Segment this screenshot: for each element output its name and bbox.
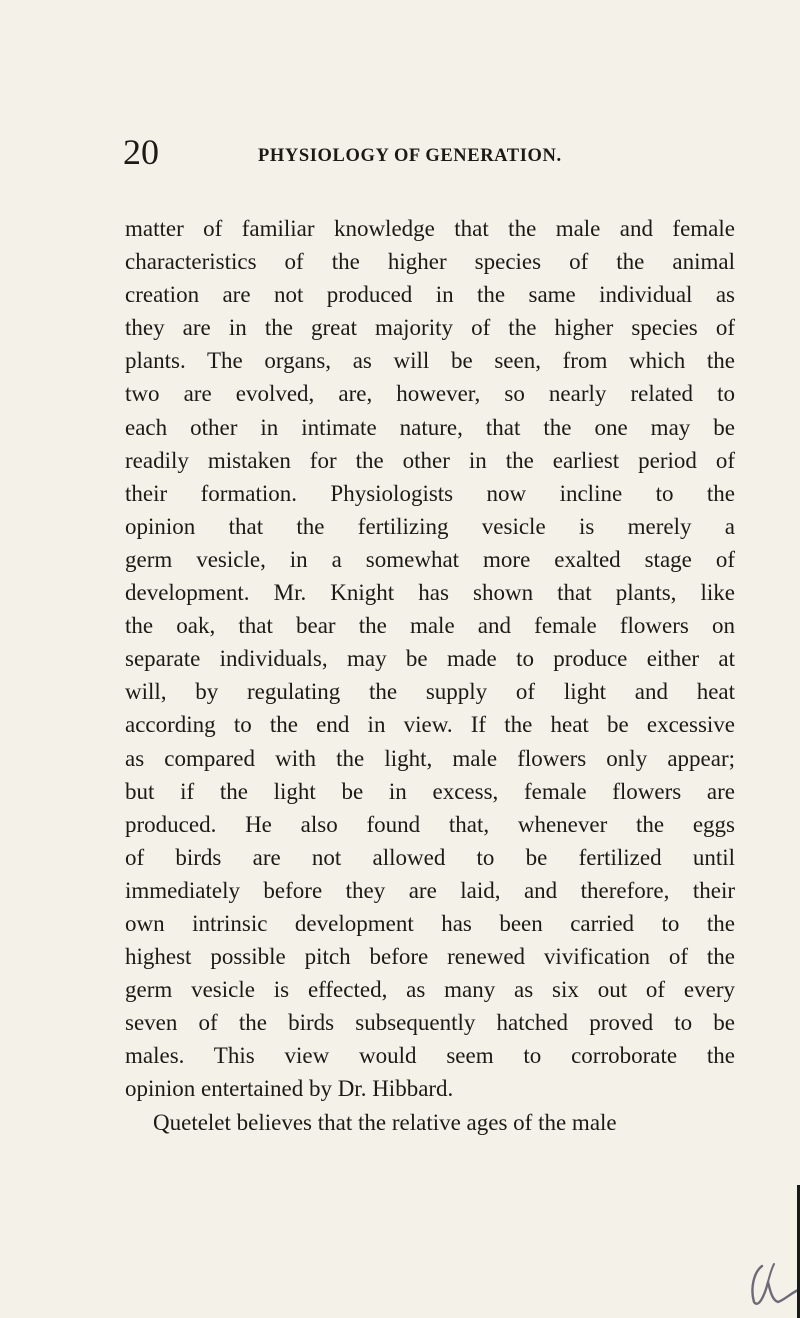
- text-line: characteristics of the higher species of the animal: [125, 249, 735, 275]
- text-line: immediately before they are laid, and therefore, their: [125, 877, 735, 903]
- text-line: germ vesicle, in a somewhat more exalted stage of: [125, 546, 735, 572]
- text-line: Quetelet believes that the relative ages of the male: [153, 1109, 617, 1135]
- handwritten-mark-icon: [740, 1238, 800, 1318]
- text-line: plants. The organs, as will be seen, from which the: [125, 348, 735, 374]
- text-line: seven of the birds subsequently hatched proved to be: [125, 1010, 735, 1036]
- text-line: two are evolved, are, however, so nearly related to: [125, 381, 735, 407]
- text-line: own intrinsic development has been carried to the: [125, 910, 735, 936]
- text-line: development. Mr. Knight has shown that plants, like: [125, 580, 735, 606]
- text-line: opinion entertained by Dr. Hibbard.: [125, 1076, 454, 1102]
- body-text: [125, 212, 735, 1139]
- text-line: of birds are not allowed to be fertilized until: [125, 844, 735, 870]
- text-line: produced. He also found that, whenever the eggs: [125, 811, 735, 837]
- text-line: creation are not produced in the same individual as: [125, 282, 735, 308]
- text-line: separate individuals, may be made to produce either at: [125, 646, 735, 672]
- text-line: the oak, that bear the male and female flowers on: [125, 613, 735, 639]
- text-line: males. This view would seem to corroborate the: [125, 1043, 735, 1069]
- text-line: will, by regulating the supply of light and heat: [125, 679, 735, 705]
- text-line: matter of familiar knowledge that the male and female: [125, 216, 735, 241]
- text-line: opinion that the fertilizing vesicle is merely a: [125, 513, 735, 539]
- text-line: their formation. Physiologists now incline to the: [125, 480, 735, 506]
- text-line: they are in the great majority of the higher species of: [125, 315, 735, 341]
- running-title: PHYSIOLOGY OF GENERATION.: [258, 146, 562, 166]
- text-line: according to the end in view. If the heat be excessive: [125, 712, 735, 738]
- page-number: 20: [123, 132, 159, 172]
- text-line: as compared with the light, male flowers only appear;: [125, 745, 735, 771]
- text-line: highest possible pitch before renewed vivification of the: [125, 944, 735, 970]
- text-line: but if the light be in excess, female flowers are: [125, 778, 735, 804]
- text-line: readily mistaken for the other in the earliest period of: [125, 447, 735, 473]
- text-line: each other in intimate nature, that the one may be: [125, 414, 735, 440]
- text-line: germ vesicle is effected, as many as six out of every: [125, 977, 735, 1003]
